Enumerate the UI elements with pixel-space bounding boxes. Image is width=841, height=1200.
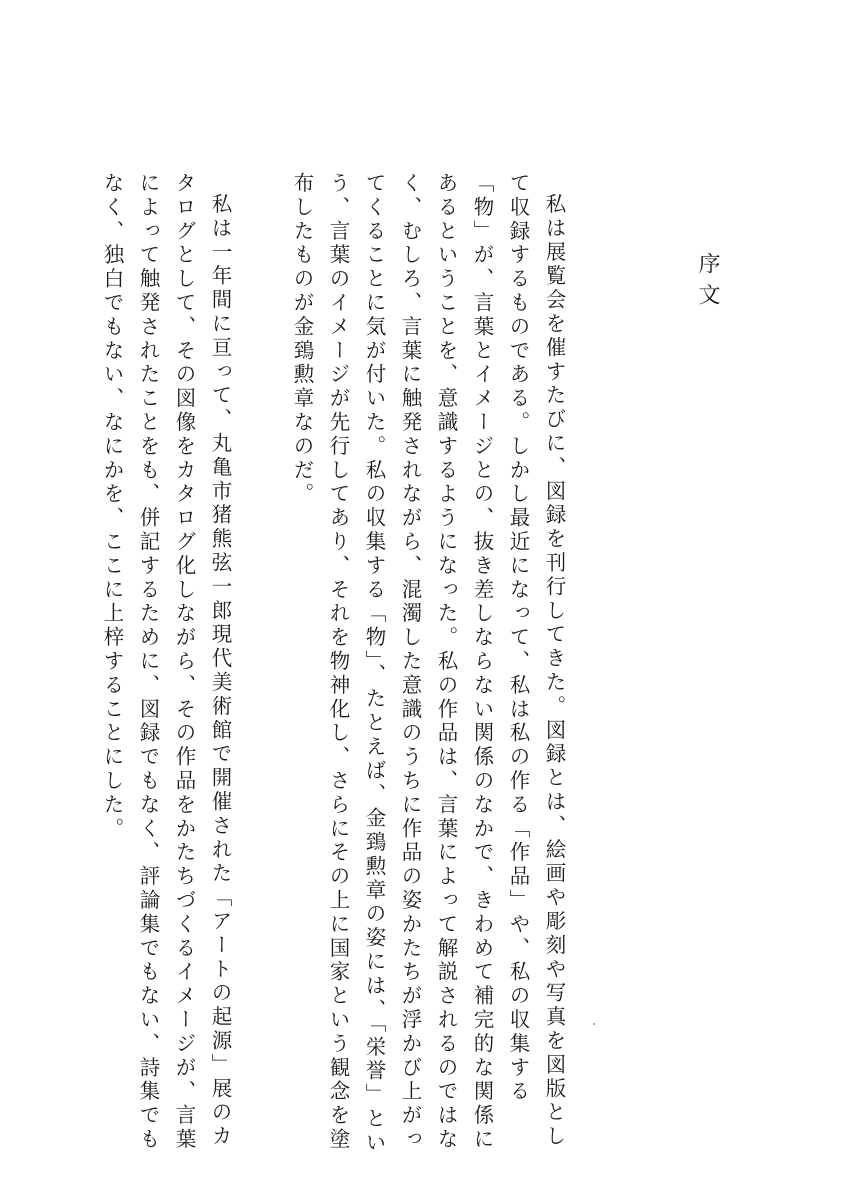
text-line: 私は展覧会を催すたびに、図録を刊行してきた。図録とは、絵画や彫刻や写真を図版とし: [542, 193, 566, 1149]
page-title: 序文: [695, 252, 720, 314]
text-line: 「物」が、言葉とイメージとの、抜き差しならない関係のなかで、きわめて補完的な関係に: [470, 172, 494, 1152]
text-line: 私は一年間に亘って、丸亀市猪熊弦一郎現代美術館で開催された「アートの起源」展のカ: [208, 193, 232, 1149]
text-line: う、言葉のイメージが先行してあり、それを物神化し、さらにその上に国家という観念を塗: [326, 172, 350, 1152]
text-line: あるということを、意識するようになった。私の作品は、言葉によって解説されるのではな: [434, 172, 458, 1152]
text-line: く、むしろ、言葉に触発されながら、混濁した意識のうちに作品の姿かたちが浮かび上がっ: [398, 172, 422, 1152]
text-line: によって触発されたことをも、併記するために、図録でもなく、評論集でもない、詩集でも: [136, 172, 160, 1152]
text-line: なく、独白でもない、なにかを、ここに上梓することにした。: [100, 172, 124, 842]
text-line: タログとして、その図像をカタログ化しながら、その作品をかたちづくるイメージが、言葉: [172, 172, 196, 1152]
text-line: て収録するものである。しかし最近になって、私は私の作る「作品」や、私の収集する: [506, 172, 530, 1105]
text-line: 布したものが金鵄勲章なのだ。: [290, 172, 314, 507]
text-line: てくることに気が付いた。私の収集する「物」、たとえば、金鵄勲章の姿には、「栄誉」とい: [362, 172, 386, 1156]
paper-speck: [593, 1023, 595, 1025]
